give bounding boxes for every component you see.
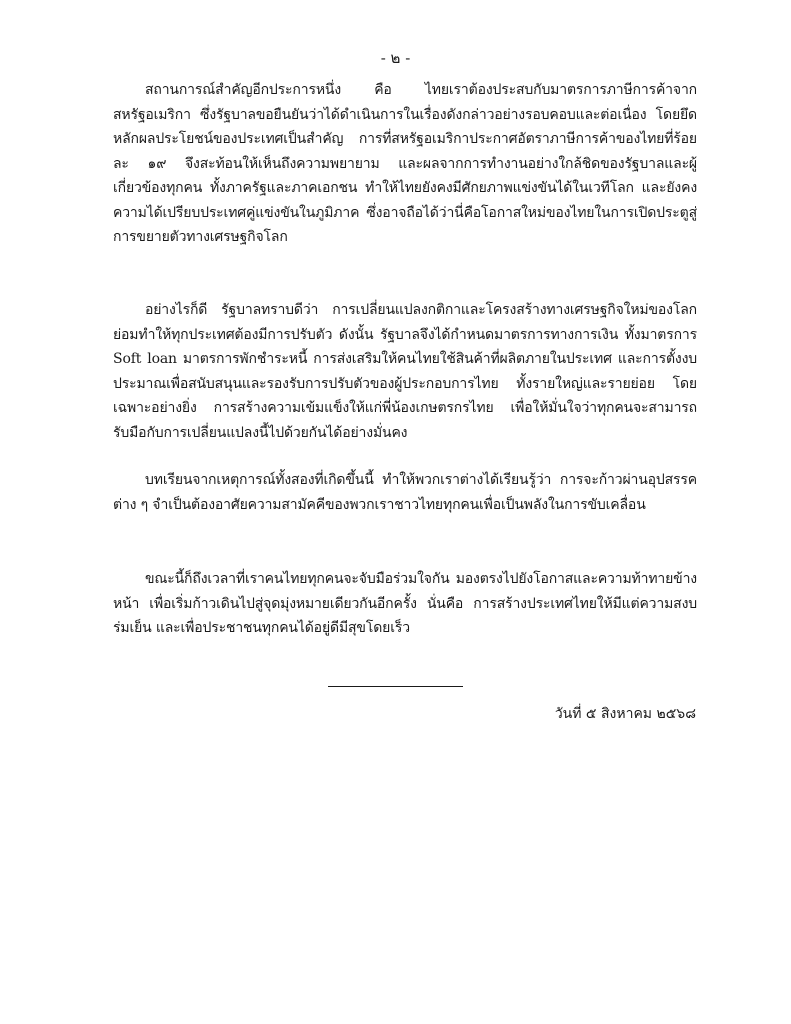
paragraph-trade-tariff: สถานการณ์สำคัญอีกประการหนึ่ง คือ ไทยเราต้องประสบกับมาตรการภาษีการค้าจากสหรัฐอเมริกา ซึ่งรัฐบาลขอยืนยันว่าได้ดำเนินการในเรื่องดังกล่าวอย่างรอบคอบและต่อเนื่อง โดยยึดหลักผลประโยชน์ของประเทศเป็นสำคัญ การที่สหรัฐอเมริกาประกาศอัตราภาษีการค้าของไทยที่ร้อยละ ๑๙ จึงสะท้อนให้เห็นถึงความพยายาม และผลจากการทำงานอย่างใกล้ชิดของรัฐบาลและผู้เกี่ยวข้องทุกคน ทั้งภาครัฐและภาคเอกชน ทำให้ไทยยังคงมีศักยภาพแข่งขันได้ในเวทีโลก และยังคงความได้เปรียบประเทศคู่แข่งขันในภูมิภาค ซึ่งอาจถือได้ว่านี่คือโอกาสใหม่ของไทยในการเปิดประตูสู่การขยายตัวทางเศรษฐกิจโลก [113, 82, 697, 245]
signature-divider [328, 686, 463, 687]
paragraph-lessons-learned: บทเรียนจากเหตุการณ์ทั้งสองที่เกิดขึ้นนี้ ทำให้พวกเราต่างได้เรียนรู้ว่า การจะก้าวผ่านอุปสรรคต่าง ๆ จำเป็นต้องอาศัยความสามัคคีของพวกเราชาวไทยทุกคนเพื่อเป็นพลังในการขับเคลื่อน [113, 472, 697, 513]
paragraph-economic-measures: อย่างไรก็ดี รัฐบาลทราบดีว่า การเปลี่ยนแปลงกติกาและโครงสร้างทางเศรษฐกิจใหม่ของโลก ย่อมทำให้ทุกประเทศต้องมีการปรับตัว ดังนั้น รัฐบาลจึงได้กำหนดมาตรการทางการเงิน ทั้งมาตรการ Soft loan มาตรการพักชำระหนี้ การส่งเสริมให้คนไทยใช้สินค้าที่ผลิตภายในประเทศ และการตั้งงบประมาณเพื่อสนับสนุนและรองรับการปรับตัวของผู้ประกอบการไทย ทั้งรายใหญ่และรายย่อย โดยเฉพาะอย่างยิ่ง การสร้างความเข้มแข็งให้แก่พี่น้องเกษตรกรไทย เพื่อให้มั่นใจว่าทุกคนจะสามารถรับมือกับการเปลี่ยนแปลงนี้ไปด้วยกันได้อย่างมั่นคง [113, 302, 697, 441]
page-number: - ๒ - [380, 49, 411, 67]
paragraph-call-to-unity: ขณะนี้ก็ถึงเวลาที่เราคนไทยทุกคนจะจับมือร่วมใจกัน มองตรงไปยังโอกาสและความท้าทายข้างหน้า เพื่อเริ่มก้าวเดินไปสู่จุดมุ่งหมายเดียวกันอีกครั้ง นั่นคือ การสร้างประเทศไทยให้มีแต่ความสงบร่มเย็น และเพื่อประชาชนทุกคนได้อยู่ดีมีสุขโดยเร็ว [113, 571, 697, 636]
document-date: วันที่ ๕ สิงหาคม ๒๕๖๘ [554, 706, 696, 722]
